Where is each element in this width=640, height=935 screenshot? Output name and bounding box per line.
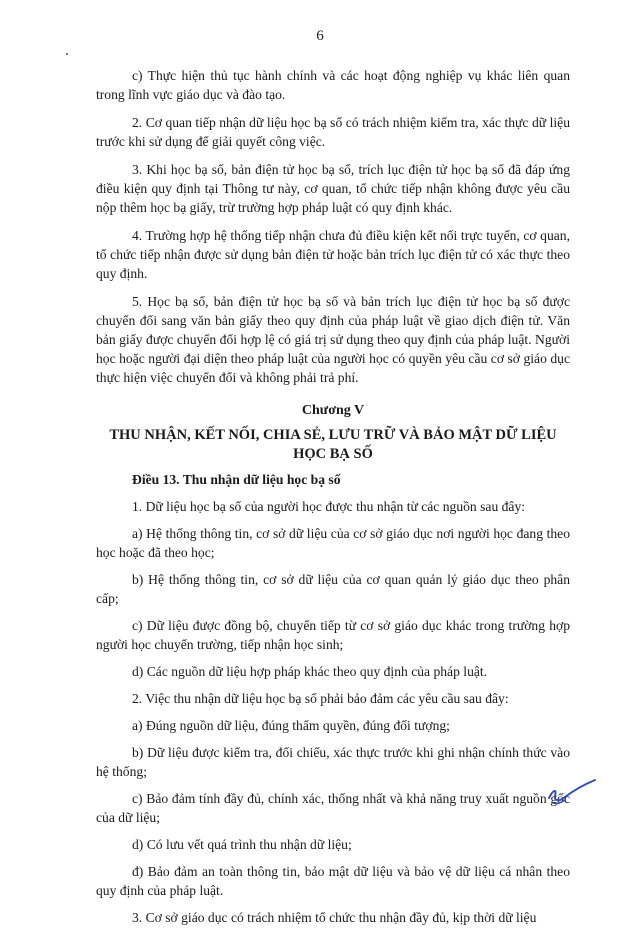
document-body [96,66,570,935]
article-paragraph: 3. Cơ sở giáo dục có trách nhiệm tổ chức thu nhận đầy đủ, kịp thời dữ liệu [132,910,537,925]
paragraph-1c: c) Thực hiện thủ tục hành chính và các hoạt động nghiệp vụ khác liên quan trong lĩnh vực giáo dục và đào tạo. [96,68,570,102]
paragraph-5: 5. Học bạ số, bản điện tử học bạ số và bản trích lục điện tử học bạ số được chuyển đổi sang văn bản giấy theo quy định của pháp luật về giao dịch điện tử. Văn bản giấy được chuyển đổi hợp lệ có giá trị sử dụng theo quy định của pháp luật. Người học hoặc người đại diện theo pháp luật của người học có quyền yêu cầu cơ sở giáo dục thực hiện việc chuyển đổi và không phải trả phí. [96,294,570,385]
article-paragraph: c) Dữ liệu được đồng bộ, chuyển tiếp từ cơ sở giáo dục khác trong trường hợp người học chuyển trường, tiếp nhận học sinh; [96,618,570,652]
article-paragraph: d) Có lưu vết quá trình thu nhận dữ liệu; [132,837,352,852]
page-number: 6 [316,28,324,44]
article-paragraph: b) Hệ thống thông tin, cơ sở dữ liệu của cơ quan quản lý giáo dục theo phân cấp; [96,572,570,606]
chapter-label: Chương V [301,403,365,418]
article-paragraph: a) Hệ thống thông tin, cơ sở dữ liệu của cơ sở giáo dục nơi người học đang theo học hoặc đã theo học; [96,526,570,560]
paragraph-2: 2. Cơ quan tiếp nhận dữ liệu học bạ số có trách nhiệm kiểm tra, xác thực dữ liệu trước khi sử dụng để giải quyết công việc. [96,115,570,149]
paragraph-3: 3. Khi học bạ số, bản điện tử học bạ số, trích lục điện tử học bạ số đã đáp ứng điều kiện quy định tại Thông tư này, cơ quan, tổ chức tiếp nhận không được yêu cầu nộp thêm học bạ giấy, trừ trường hợp pháp luật có quy định khác. [96,162,570,215]
paragraph-4: 4. Trường hợp hệ thống tiếp nhận chưa đủ điều kiện kết nối trực tuyến, cơ quan, tổ chức tiếp nhận được sử dụng bản điện tử hoặc bản trích lục điện tử có xác thực theo quy định. [96,228,570,281]
article-paragraph: d) Các nguồn dữ liệu hợp pháp khác theo quy định của pháp luật. [132,664,488,679]
article-paragraph: a) Đúng nguồn dữ liệu, đúng thẩm quyền, đúng đối tượng; [132,718,450,733]
article-paragraph: c) Bảo đảm tính đầy đủ, chính xác, thống nhất và khả năng truy xuất nguồn gốc của dữ liệu; [96,791,570,825]
article-paragraph: đ) Bảo đảm an toàn thông tin, bảo mật dữ liệu và bảo vệ dữ liệu cá nhân theo quy định của pháp luật. [96,864,570,898]
chapter-title: THU NHẬN, KẾT NỐI, CHIA SẺ, LƯU TRỮ VÀ BẢO MẬT DỮ LIỆU HỌC BẠ SỐ [109,427,557,462]
article-paragraph: 1. Dữ liệu học bạ số của người học được thu nhận từ các nguồn sau đây: [132,499,526,514]
article-paragraph: 2. Việc thu nhận dữ liệu học bạ số phải bảo đảm các yêu cầu sau đây: [132,691,509,706]
article-heading: Điều 13. Thu nhận dữ liệu học bạ số [132,472,341,487]
scan-speck [66,53,68,55]
initials-signature-icon [543,776,599,808]
article-paragraph: b) Dữ liệu được kiểm tra, đối chiếu, xác thực trước khi ghi nhận chính thức vào hệ thống; [96,745,570,779]
